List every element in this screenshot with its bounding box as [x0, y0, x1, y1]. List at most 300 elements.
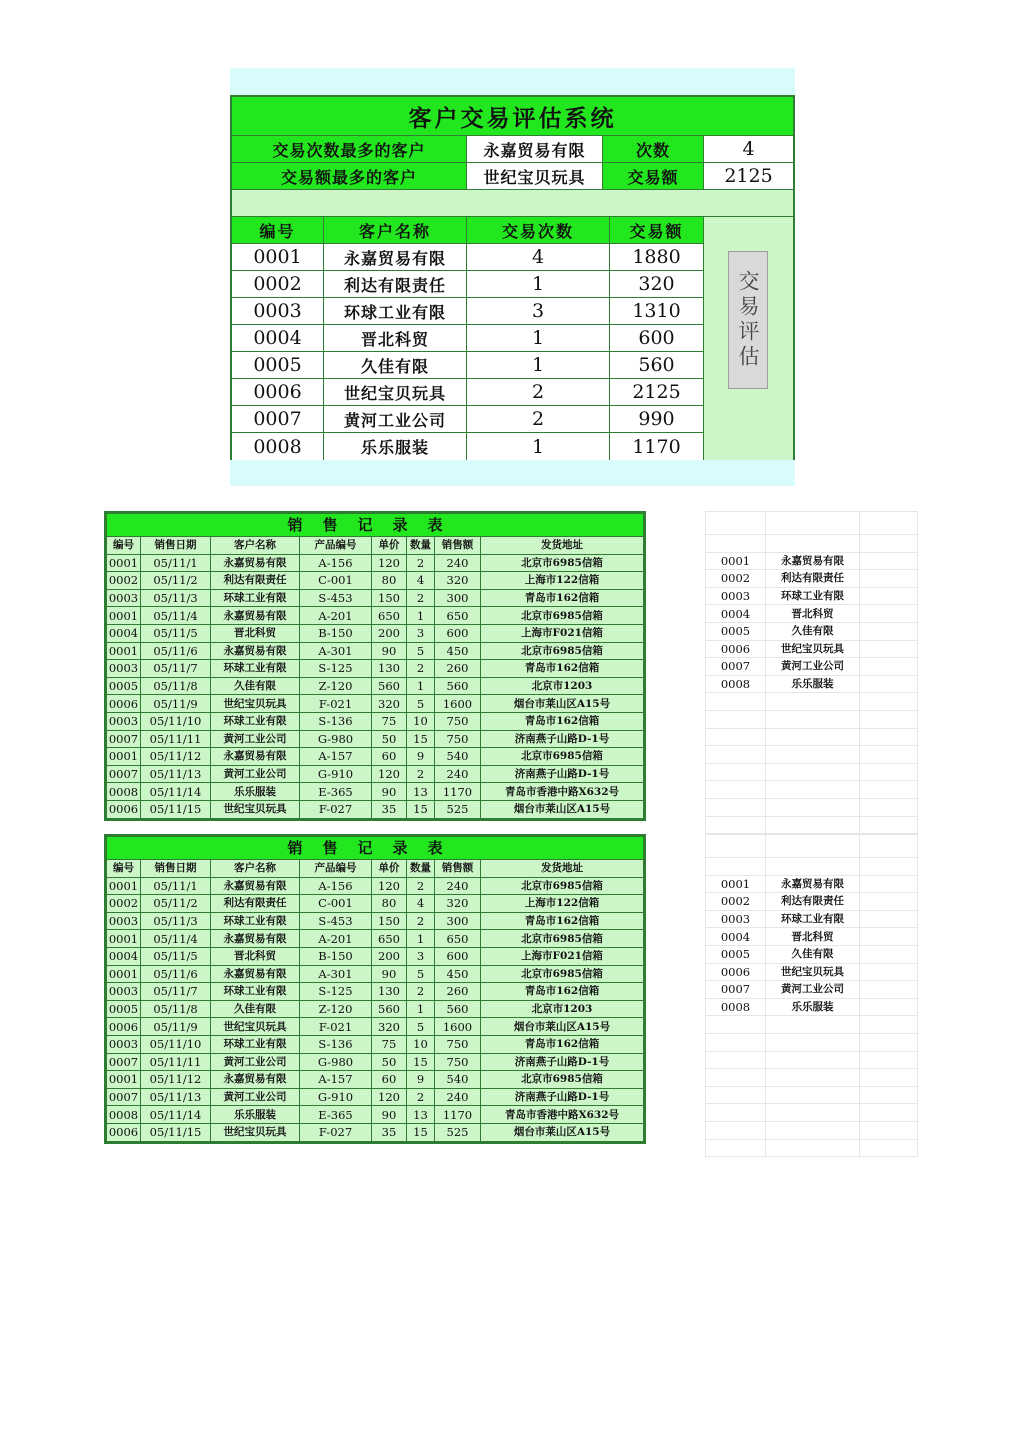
- table-cell: 320: [372, 1018, 407, 1036]
- table-cell: 环球工业有限: [211, 912, 300, 930]
- reference-cell: [706, 1051, 766, 1069]
- reference-cell: 0001: [706, 875, 766, 893]
- table-cell: 永嘉贸易有限: [211, 554, 300, 572]
- table-cell: 久佳有限: [211, 677, 300, 695]
- reference-cell: 黄河工业公司: [766, 981, 860, 999]
- sales-header: 编号: [107, 537, 141, 555]
- reference-cell: [860, 893, 918, 911]
- table-row: [107, 965, 644, 983]
- table-cell: 2: [407, 877, 435, 895]
- table-cell: 320: [435, 895, 481, 913]
- reference-cell: 永嘉贸易有限: [766, 552, 860, 570]
- reference-cell: [766, 1086, 860, 1104]
- table-cell: S-136: [300, 1035, 372, 1053]
- customer-reference-list-2: [705, 834, 918, 1157]
- table-cell: G-980: [300, 730, 372, 748]
- reference-cell: [766, 858, 860, 876]
- reference-cell: [706, 512, 766, 535]
- row-count: 2: [467, 379, 610, 406]
- table-cell: 05/11/7: [141, 660, 211, 678]
- table-cell: 750: [435, 712, 481, 730]
- table-cell: 济南燕子山路D-1号: [481, 765, 644, 783]
- reference-cell: [706, 693, 766, 711]
- list-item: [706, 640, 918, 658]
- list-item: [706, 710, 918, 728]
- table-cell: 北京市1203: [481, 1000, 644, 1018]
- table-row: [107, 1000, 644, 1018]
- table-cell: 120: [372, 554, 407, 572]
- table-cell: 久佳有限: [211, 1000, 300, 1018]
- table-cell: S-125: [300, 660, 372, 678]
- table-cell: 05/11/14: [141, 783, 211, 801]
- table-cell: 永嘉贸易有限: [211, 965, 300, 983]
- table-cell: 13: [407, 1106, 435, 1124]
- table-cell: C-001: [300, 895, 372, 913]
- table-cell: 黄河工业公司: [211, 730, 300, 748]
- table-cell: 560: [372, 1000, 407, 1018]
- table-cell: 15: [407, 1123, 435, 1141]
- most-count-label: 交易次数最多的客户: [232, 136, 467, 163]
- list-item: [706, 781, 918, 799]
- table-cell: F-021: [300, 1018, 372, 1036]
- sales-header: 产品编号: [300, 860, 372, 878]
- table-cell: F-027: [300, 1123, 372, 1141]
- reference-cell: [860, 998, 918, 1016]
- table-cell: 0007: [107, 1088, 141, 1106]
- reference-cell: [860, 710, 918, 728]
- table-cell: 北京市6985信箱: [481, 607, 644, 625]
- table-cell: 05/11/1: [141, 877, 211, 895]
- table-row: [107, 947, 644, 965]
- list-item: [706, 928, 918, 946]
- reference-cell: 晋北科贸: [766, 928, 860, 946]
- table-cell: 0001: [107, 642, 141, 660]
- table-cell: 240: [435, 1088, 481, 1106]
- table-cell: 130: [372, 660, 407, 678]
- list-item: [706, 1069, 918, 1087]
- reference-cell: [860, 928, 918, 946]
- list-item: [706, 1033, 918, 1051]
- table-row: [107, 783, 644, 801]
- table-row: [107, 660, 644, 678]
- row-customer: 久佳有限: [324, 352, 467, 379]
- evaluation-title: 客户交易评估系统: [232, 97, 793, 136]
- reference-cell: 环球工业有限: [766, 587, 860, 605]
- table-cell: E-365: [300, 783, 372, 801]
- sales-record-table-1: [104, 511, 646, 821]
- reference-cell: [860, 763, 918, 781]
- table-cell: 0007: [107, 730, 141, 748]
- list-item: [706, 763, 918, 781]
- table-cell: 05/11/5: [141, 624, 211, 642]
- table-cell: 05/11/15: [141, 800, 211, 818]
- reference-cell: 0004: [706, 605, 766, 623]
- table-cell: C-001: [300, 572, 372, 590]
- table-cell: 环球工业有限: [211, 660, 300, 678]
- table-cell: 1: [407, 607, 435, 625]
- amount-label: 交易额: [603, 163, 704, 190]
- list-item: [706, 605, 918, 623]
- table-row: [107, 748, 644, 766]
- table-cell: 5: [407, 642, 435, 660]
- table-cell: 1: [407, 1000, 435, 1018]
- table-cell: 260: [435, 660, 481, 678]
- reference-cell: [860, 675, 918, 693]
- table-cell: 青岛市162信箱: [481, 712, 644, 730]
- table-cell: 0001: [107, 748, 141, 766]
- table-cell: 北京市6985信箱: [481, 1071, 644, 1089]
- table-cell: A-201: [300, 930, 372, 948]
- table-cell: 05/11/11: [141, 730, 211, 748]
- reference-cell: 0002: [706, 570, 766, 588]
- reference-cell: [766, 512, 860, 535]
- table-cell: 永嘉贸易有限: [211, 1071, 300, 1089]
- reference-cell: [860, 1033, 918, 1051]
- table-cell: 5: [407, 695, 435, 713]
- table-cell: 90: [372, 965, 407, 983]
- list-item: [706, 552, 918, 570]
- reference-cell: [860, 728, 918, 746]
- table-cell: 05/11/6: [141, 642, 211, 660]
- table-cell: 环球工业有限: [211, 712, 300, 730]
- table-cell: S-125: [300, 983, 372, 1001]
- table-cell: 150: [372, 589, 407, 607]
- reference-cell: 0001: [706, 552, 766, 570]
- table-cell: G-910: [300, 1088, 372, 1106]
- reference-cell: 0003: [706, 910, 766, 928]
- table-cell: 320: [435, 572, 481, 590]
- table-cell: 上海市122信箱: [481, 572, 644, 590]
- reference-cell: [766, 746, 860, 764]
- table-cell: 05/11/3: [141, 589, 211, 607]
- table-cell: 540: [435, 748, 481, 766]
- list-item: [706, 816, 918, 834]
- table-cell: 0004: [107, 624, 141, 642]
- list-item: [706, 512, 918, 535]
- reference-cell: [860, 570, 918, 588]
- reference-cell: 永嘉贸易有限: [766, 875, 860, 893]
- table-cell: 0002: [107, 895, 141, 913]
- table-cell: 05/11/5: [141, 947, 211, 965]
- sales-header: 编号: [107, 860, 141, 878]
- table-cell: 9: [407, 1071, 435, 1089]
- table-cell: 450: [435, 965, 481, 983]
- count-value: 4: [704, 136, 793, 163]
- table-cell: 2: [407, 765, 435, 783]
- table-cell: S-453: [300, 912, 372, 930]
- reference-cell: 0003: [706, 587, 766, 605]
- table-cell: 黄河工业公司: [211, 1053, 300, 1071]
- row-count: 1: [467, 271, 610, 298]
- table-cell: 永嘉贸易有限: [211, 748, 300, 766]
- table-row: [107, 1106, 644, 1124]
- list-item: [706, 963, 918, 981]
- table-cell: 650: [372, 930, 407, 948]
- table-cell: 650: [372, 607, 407, 625]
- table-cell: A-157: [300, 1071, 372, 1089]
- table-cell: 2: [407, 912, 435, 930]
- table-row: [107, 800, 644, 818]
- table-cell: 0003: [107, 983, 141, 1001]
- list-item: [706, 1104, 918, 1122]
- reference-cell: 0005: [706, 945, 766, 963]
- row-count: 1: [467, 352, 610, 379]
- table-cell: 永嘉贸易有限: [211, 642, 300, 660]
- reference-cell: [860, 622, 918, 640]
- sales-header: 销售额: [435, 537, 481, 555]
- reference-cell: [766, 710, 860, 728]
- table-cell: 黄河工业公司: [211, 765, 300, 783]
- row-amount: 600: [610, 325, 704, 352]
- table-cell: 2: [407, 589, 435, 607]
- reference-cell: [860, 910, 918, 928]
- table-cell: 05/11/10: [141, 1035, 211, 1053]
- sales-record-table-2: [104, 834, 646, 1144]
- header-customer: 客户名称: [324, 217, 467, 244]
- table-cell: 烟台市莱山区A15号: [481, 695, 644, 713]
- reference-cell: [860, 945, 918, 963]
- reference-cell: 0006: [706, 640, 766, 658]
- table-cell: 650: [435, 930, 481, 948]
- row-amount: 560: [610, 352, 704, 379]
- reference-cell: [860, 816, 918, 834]
- table-cell: 05/11/15: [141, 1123, 211, 1141]
- list-item: [706, 981, 918, 999]
- reference-cell: 0007: [706, 981, 766, 999]
- table-cell: 2: [407, 983, 435, 1001]
- table-cell: 130: [372, 983, 407, 1001]
- reference-cell: [766, 1104, 860, 1122]
- reference-cell: [766, 1051, 860, 1069]
- reference-cell: [860, 605, 918, 623]
- table-cell: 90: [372, 1106, 407, 1124]
- table-cell: 烟台市莱山区A15号: [481, 800, 644, 818]
- table-cell: B-150: [300, 947, 372, 965]
- table-row: [107, 607, 644, 625]
- list-item: [706, 835, 918, 858]
- list-item: [706, 675, 918, 693]
- reference-cell: [706, 710, 766, 728]
- list-item: [706, 587, 918, 605]
- table-cell: 35: [372, 1123, 407, 1141]
- table-cell: 4: [407, 895, 435, 913]
- list-item: [706, 728, 918, 746]
- list-item: [706, 945, 918, 963]
- table-cell: 05/11/9: [141, 1018, 211, 1036]
- table-cell: 晋北科贸: [211, 624, 300, 642]
- table-cell: 北京市6985信箱: [481, 930, 644, 948]
- table-cell: 乐乐服装: [211, 783, 300, 801]
- evaluation-panel: [230, 68, 795, 486]
- header-id: 编号: [232, 217, 324, 244]
- table-cell: 15: [407, 800, 435, 818]
- table-cell: 2: [407, 554, 435, 572]
- table-cell: 650: [435, 607, 481, 625]
- reference-cell: 环球工业有限: [766, 910, 860, 928]
- table-cell: 北京市6985信箱: [481, 965, 644, 983]
- table-cell: 黄河工业公司: [211, 1088, 300, 1106]
- reference-cell: [706, 835, 766, 858]
- reference-cell: [706, 1086, 766, 1104]
- table-cell: 1600: [435, 695, 481, 713]
- list-item: [706, 1121, 918, 1139]
- table-row: [107, 554, 644, 572]
- table-cell: 05/11/10: [141, 712, 211, 730]
- reference-cell: [860, 640, 918, 658]
- row-amount: 1880: [610, 244, 704, 271]
- table-cell: 120: [372, 877, 407, 895]
- reference-cell: 0008: [706, 998, 766, 1016]
- reference-cell: [766, 1121, 860, 1139]
- table-cell: F-027: [300, 800, 372, 818]
- table-cell: 75: [372, 712, 407, 730]
- table-cell: 05/11/8: [141, 677, 211, 695]
- reference-cell: [860, 835, 918, 858]
- row-count: 3: [467, 298, 610, 325]
- table-cell: G-980: [300, 1053, 372, 1071]
- reference-cell: [706, 1016, 766, 1034]
- table-cell: 0005: [107, 1000, 141, 1018]
- table-cell: 600: [435, 947, 481, 965]
- sales-title: 销售记录表: [107, 837, 644, 860]
- table-cell: 200: [372, 947, 407, 965]
- header-amount: 交易额: [610, 217, 704, 244]
- table-cell: 9: [407, 748, 435, 766]
- reference-cell: 0004: [706, 928, 766, 946]
- table-cell: A-201: [300, 607, 372, 625]
- table-row: [107, 589, 644, 607]
- table-cell: 利达有限责任: [211, 895, 300, 913]
- table-cell: 永嘉贸易有限: [211, 930, 300, 948]
- table-cell: 0004: [107, 947, 141, 965]
- table-cell: 世纪宝贝玩具: [211, 695, 300, 713]
- table-cell: 青岛市162信箱: [481, 912, 644, 930]
- table-cell: 青岛市香港中路X632号: [481, 1106, 644, 1124]
- row-amount: 320: [610, 271, 704, 298]
- list-item: [706, 910, 918, 928]
- sales-header: 产品编号: [300, 537, 372, 555]
- row-id: 0005: [232, 352, 324, 379]
- table-cell: 750: [435, 730, 481, 748]
- table-row: [107, 1088, 644, 1106]
- table-cell: 0003: [107, 912, 141, 930]
- amount-value: 2125: [704, 163, 793, 190]
- table-cell: 05/11/9: [141, 695, 211, 713]
- header-count: 交易次数: [467, 217, 610, 244]
- reference-cell: [706, 1139, 766, 1157]
- row-count: 2: [467, 406, 610, 433]
- row-amount: 1310: [610, 298, 704, 325]
- table-cell: 320: [372, 695, 407, 713]
- reference-cell: 利达有限责任: [766, 893, 860, 911]
- table-cell: 1170: [435, 1106, 481, 1124]
- reference-cell: [860, 1104, 918, 1122]
- table-row: [107, 712, 644, 730]
- table-cell: A-157: [300, 748, 372, 766]
- list-item: [706, 1016, 918, 1034]
- reference-cell: [706, 763, 766, 781]
- reference-cell: 0005: [706, 622, 766, 640]
- table-cell: 世纪宝贝玩具: [211, 1123, 300, 1141]
- table-row: [107, 983, 644, 1001]
- table-cell: B-150: [300, 624, 372, 642]
- reference-cell: [860, 1051, 918, 1069]
- list-item: [706, 746, 918, 764]
- table-cell: 3: [407, 947, 435, 965]
- reference-cell: [766, 835, 860, 858]
- table-cell: 永嘉贸易有限: [211, 877, 300, 895]
- table-cell: 1600: [435, 1018, 481, 1036]
- table-cell: 540: [435, 1071, 481, 1089]
- table-cell: 0002: [107, 572, 141, 590]
- table-cell: 560: [435, 677, 481, 695]
- reference-cell: 0008: [706, 675, 766, 693]
- table-cell: A-301: [300, 642, 372, 660]
- table-cell: 35: [372, 800, 407, 818]
- table-cell: 05/11/12: [141, 748, 211, 766]
- reference-cell: [860, 746, 918, 764]
- reference-cell: [766, 1016, 860, 1034]
- table-cell: 260: [435, 983, 481, 1001]
- evaluate-button[interactable]: 交易评估: [728, 251, 768, 389]
- table-cell: 上海市F021信箱: [481, 624, 644, 642]
- reference-cell: [860, 535, 918, 553]
- table-row: [107, 1071, 644, 1089]
- table-cell: 05/11/4: [141, 607, 211, 625]
- row-id: 0001: [232, 244, 324, 271]
- table-cell: 5: [407, 965, 435, 983]
- table-cell: 90: [372, 783, 407, 801]
- reference-cell: [860, 981, 918, 999]
- row-customer: 世纪宝贝玩具: [324, 379, 467, 406]
- reference-cell: [706, 798, 766, 816]
- customer-reference-list-1: [705, 511, 918, 834]
- reference-cell: [860, 1069, 918, 1087]
- sales-header: 数量: [407, 537, 435, 555]
- sales-header: 发货地址: [481, 860, 644, 878]
- list-item: [706, 798, 918, 816]
- table-cell: 05/11/2: [141, 572, 211, 590]
- reference-cell: [706, 535, 766, 553]
- list-item: [706, 658, 918, 676]
- reference-cell: 乐乐服装: [766, 675, 860, 693]
- table-cell: 1: [407, 930, 435, 948]
- table-cell: 环球工业有限: [211, 1035, 300, 1053]
- reference-cell: [860, 1139, 918, 1157]
- table-cell: 05/11/14: [141, 1106, 211, 1124]
- table-cell: 300: [435, 589, 481, 607]
- table-cell: A-156: [300, 877, 372, 895]
- table-cell: 2: [407, 660, 435, 678]
- table-cell: 750: [435, 1035, 481, 1053]
- table-cell: 乐乐服装: [211, 1106, 300, 1124]
- reference-cell: [766, 798, 860, 816]
- table-cell: 0001: [107, 930, 141, 948]
- table-cell: 0006: [107, 800, 141, 818]
- row-count: 4: [467, 244, 610, 271]
- table-cell: 10: [407, 712, 435, 730]
- reference-cell: [706, 858, 766, 876]
- table-cell: 0003: [107, 589, 141, 607]
- row-amount: 990: [610, 406, 704, 433]
- sales-header: 发货地址: [481, 537, 644, 555]
- reference-cell: [766, 763, 860, 781]
- reference-cell: [766, 816, 860, 834]
- table-cell: 0007: [107, 1053, 141, 1071]
- table-cell: 5: [407, 1018, 435, 1036]
- table-cell: 环球工业有限: [211, 983, 300, 1001]
- reference-cell: 黄河工业公司: [766, 658, 860, 676]
